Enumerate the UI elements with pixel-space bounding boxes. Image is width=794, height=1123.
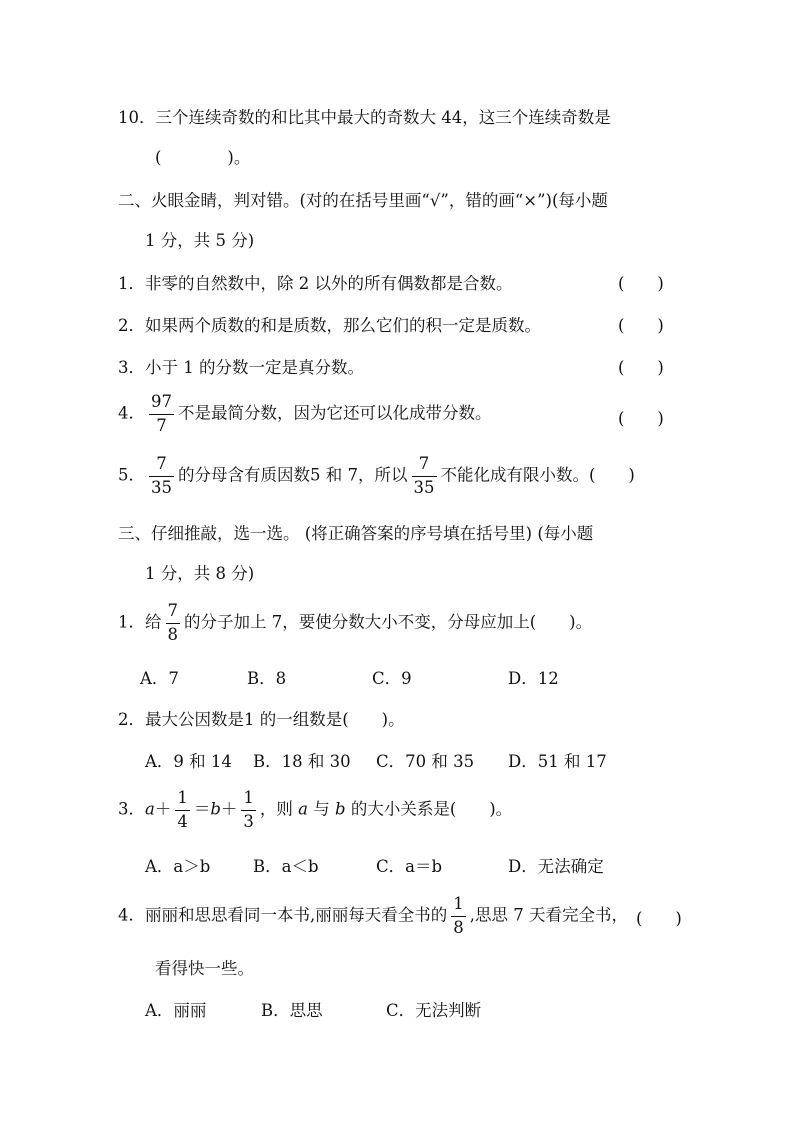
s2-item-1-paren: ( ) — [618, 274, 664, 293]
section3-heading-score: 1 分，共 8 分) — [145, 564, 255, 583]
section2-heading: 二、火眼金睛，判对错。(对的在括号里画“√”，错的画“×”)(每小题 — [118, 191, 608, 210]
s2-item-2: 2．如果两个质数的和是质数，那么它们的积一定是质数。 — [118, 316, 541, 335]
s3-q2-option-b: B．18 和 30 — [253, 752, 351, 771]
s3-q3-option-d: D．无法确定 — [508, 857, 604, 876]
s3-q2: 2．最大公因数是1 的一组数是( )。 — [118, 710, 405, 729]
s3-q1-option-d: D．12 — [508, 669, 559, 688]
s3-q4-option-c: C．无法判断 — [386, 1001, 482, 1020]
s3-q3-option-b: B．a＜b — [253, 857, 319, 876]
s3-q4-paren: ( ) — [636, 909, 682, 928]
s2-item-3-paren: ( ) — [618, 358, 664, 377]
section2-heading-score: 1 分，共 5 分) — [145, 231, 255, 250]
s3-q2-option-c: C．70 和 35 — [376, 752, 475, 771]
s3-q4-line2: 看得快一些。 — [155, 959, 254, 978]
s2-item-4-text: 不是最简分数，因为它还可以化成带分数。 — [178, 403, 492, 423]
fraction-7-35-second: $\frac{7}{35}$ — [413, 454, 435, 497]
s2-item-2-paren: ( ) — [618, 316, 664, 335]
s2-item-3: 3．小于 1 的分数一定是真分数。 — [118, 358, 364, 377]
q10-line1: 10．三个连续奇数的和比其中最大的奇数大 44，这三个连续奇数是 — [118, 108, 611, 127]
s3-q3: 3．a＋ $\frac{1}{4}$ ＝b＋ $\frac{1}{3}$ ，则 a 与 b 的大小关系是( )。 — [118, 788, 513, 831]
s2-item-4-num: 4． — [118, 403, 145, 423]
fraction-97-7: $\frac{97}{7}$ — [151, 392, 172, 435]
s2-item-5: 5． $\frac{7}{35}$ 的分母含有质因数5 和 7，所以 $\frac{7}{35}$ 不能化成有限小数。( ) — [118, 454, 635, 497]
s3-q1: 1．给 $\frac{7}{8}$ 的分子加上 7，要使分数大小不变，分母应加上( )。 — [118, 601, 593, 644]
fraction-7-35: $\frac{7}{35}$ — [151, 454, 172, 497]
s2-item-4-paren: ( ) — [618, 409, 664, 428]
fraction-7-8: $\frac{7}{8}$ — [167, 601, 178, 644]
s3-q4-option-a: A．丽丽 — [145, 1001, 207, 1020]
s3-q4-option-b: B．思思 — [261, 1001, 323, 1020]
s3-q2-option-d: D．51 和 17 — [508, 752, 607, 771]
s3-q1-option-a: A．7 — [140, 669, 179, 688]
fraction-1-4: $\frac{1}{4}$ — [177, 788, 188, 831]
s3-q1-option-b: B．8 — [247, 669, 287, 688]
q10-answer-blank: ( )。 — [155, 148, 251, 167]
s3-q2-option-a: A．9 和 14 — [145, 752, 232, 771]
fraction-1-3: $\frac{1}{3}$ — [243, 788, 254, 831]
s3-q3-option-c: C．a＝b — [376, 857, 443, 876]
s3-q3-option-a: A．a＞b — [145, 857, 211, 876]
fraction-1-8: $\frac{1}{8}$ — [453, 894, 464, 937]
s3-q4: 4．丽丽和思思看同一本书,丽丽每天看全书的 $\frac{1}{8}$ ,思思 7 天看完全书， — [118, 894, 628, 937]
s3-q1-option-c: C．9 — [372, 669, 412, 688]
section3-heading: 三、仔细推敲，选一选。 (将正确答案的序号填在括号里) (每小题 — [118, 524, 594, 543]
s2-item-1: 1．非零的自然数中，除 2 以外的所有偶数都是合数。 — [118, 274, 513, 293]
s2-item-4 — [118, 394, 492, 434]
